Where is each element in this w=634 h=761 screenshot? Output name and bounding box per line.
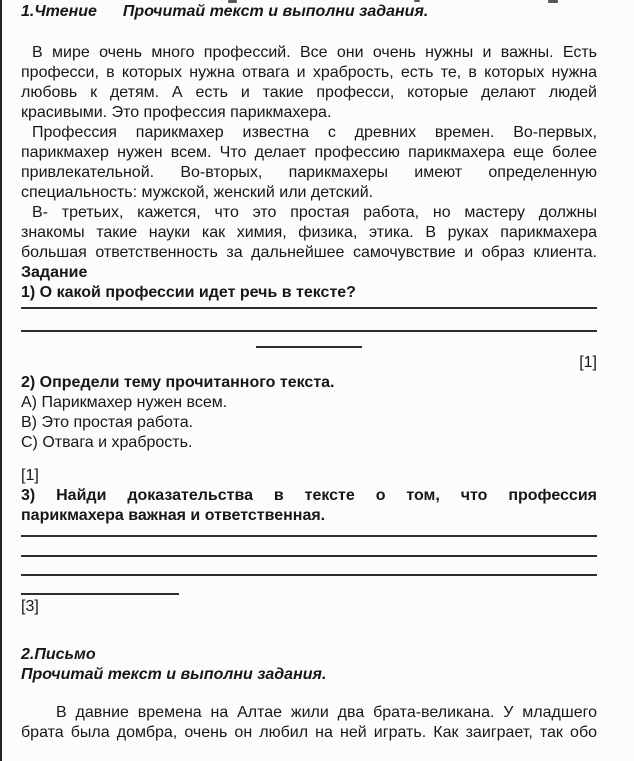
reading-paragraph-3 <box>21 203 597 263</box>
answer-blank-line <box>21 309 597 332</box>
question-3-points: [3] <box>21 598 39 615</box>
question-2-text: 2) Определи тему прочитанного текста. <box>21 374 335 391</box>
text-line: знакомы такие науки как химия, физика, этика. В руках парикмахера <box>21 224 597 241</box>
scan-border-line <box>0 0 2 761</box>
text-line: 3) Найди доказательства в тексте о том, что профессия <box>21 487 597 504</box>
answer-blank-line-short <box>21 576 179 595</box>
text-line: привлекательной. Во-вторых, парикмахеры имеют определенную <box>21 164 597 181</box>
answer-blank-line <box>21 537 597 557</box>
question-2-option-c: С) Отвага и храбрость. <box>21 434 193 451</box>
section-writing-heading <box>21 643 597 665</box>
reading-paragraph-1 <box>21 43 597 123</box>
text-line: Профессия парикмахер известна с древних времен. Во-первых, <box>32 124 597 141</box>
answer-blank-line <box>21 557 597 576</box>
text-line: брата была домбра, очень он любил на ней играть. Как заиграет, так обо <box>21 724 597 741</box>
text-line: большая ответственность за дальнейшее самочувствие и образ клиента. <box>21 244 597 261</box>
writing-paragraph-1 <box>21 703 597 743</box>
section-instruction: Прочитай текст и выполни задания. <box>122 3 429 20</box>
text-line: професси, в которых нужна отвага и храбрость, есть те, в которых нужна <box>21 64 597 81</box>
document-content <box>21 0 597 743</box>
section-writing-instruction <box>21 665 597 685</box>
question-1-text: 1) О какой профессии идет речь в тексте? <box>21 284 356 301</box>
question-2-points: [1] <box>21 467 39 484</box>
text-line: специальность: мужской, женский или детский. <box>21 184 374 201</box>
section-instruction: Прочитай текст и выполни задания. <box>21 666 327 683</box>
reading-paragraph-2 <box>21 123 597 203</box>
text-line: В- третьих, кажется, что это простая работа, но мастеру должны <box>32 204 597 221</box>
answer-blank-line-short <box>256 332 362 348</box>
answer-blank-line <box>21 526 597 537</box>
task-label: Задание <box>21 264 88 281</box>
text-line: парикмахер нужен всем. Что делает профессию парикмахера еще более <box>21 144 597 161</box>
section-reading-heading <box>21 0 597 22</box>
section-number: 1.Чтение <box>21 3 97 20</box>
section-number: 2.Письмо <box>21 646 96 663</box>
text-line: парикмахера важная и ответственная. <box>21 507 326 524</box>
text-line: В мире очень много профессий. Все они очень нужны и важны. Есть <box>32 44 597 61</box>
question-2-option-b: В) Это простая работа. <box>21 414 194 431</box>
text-line: любовь к детям. А есть и такие професси, которые делают людей <box>21 84 597 101</box>
question-3-text <box>21 486 597 526</box>
text-line: красивыми. Это профессия парикмахера. <box>21 104 332 121</box>
question-1-points: [1] <box>579 354 597 371</box>
text-line: В давние времена на Алтае жили два брата-великана. У младшего <box>56 704 597 721</box>
question-2-option-a: А) Парикмахер нужен всем. <box>21 394 228 411</box>
